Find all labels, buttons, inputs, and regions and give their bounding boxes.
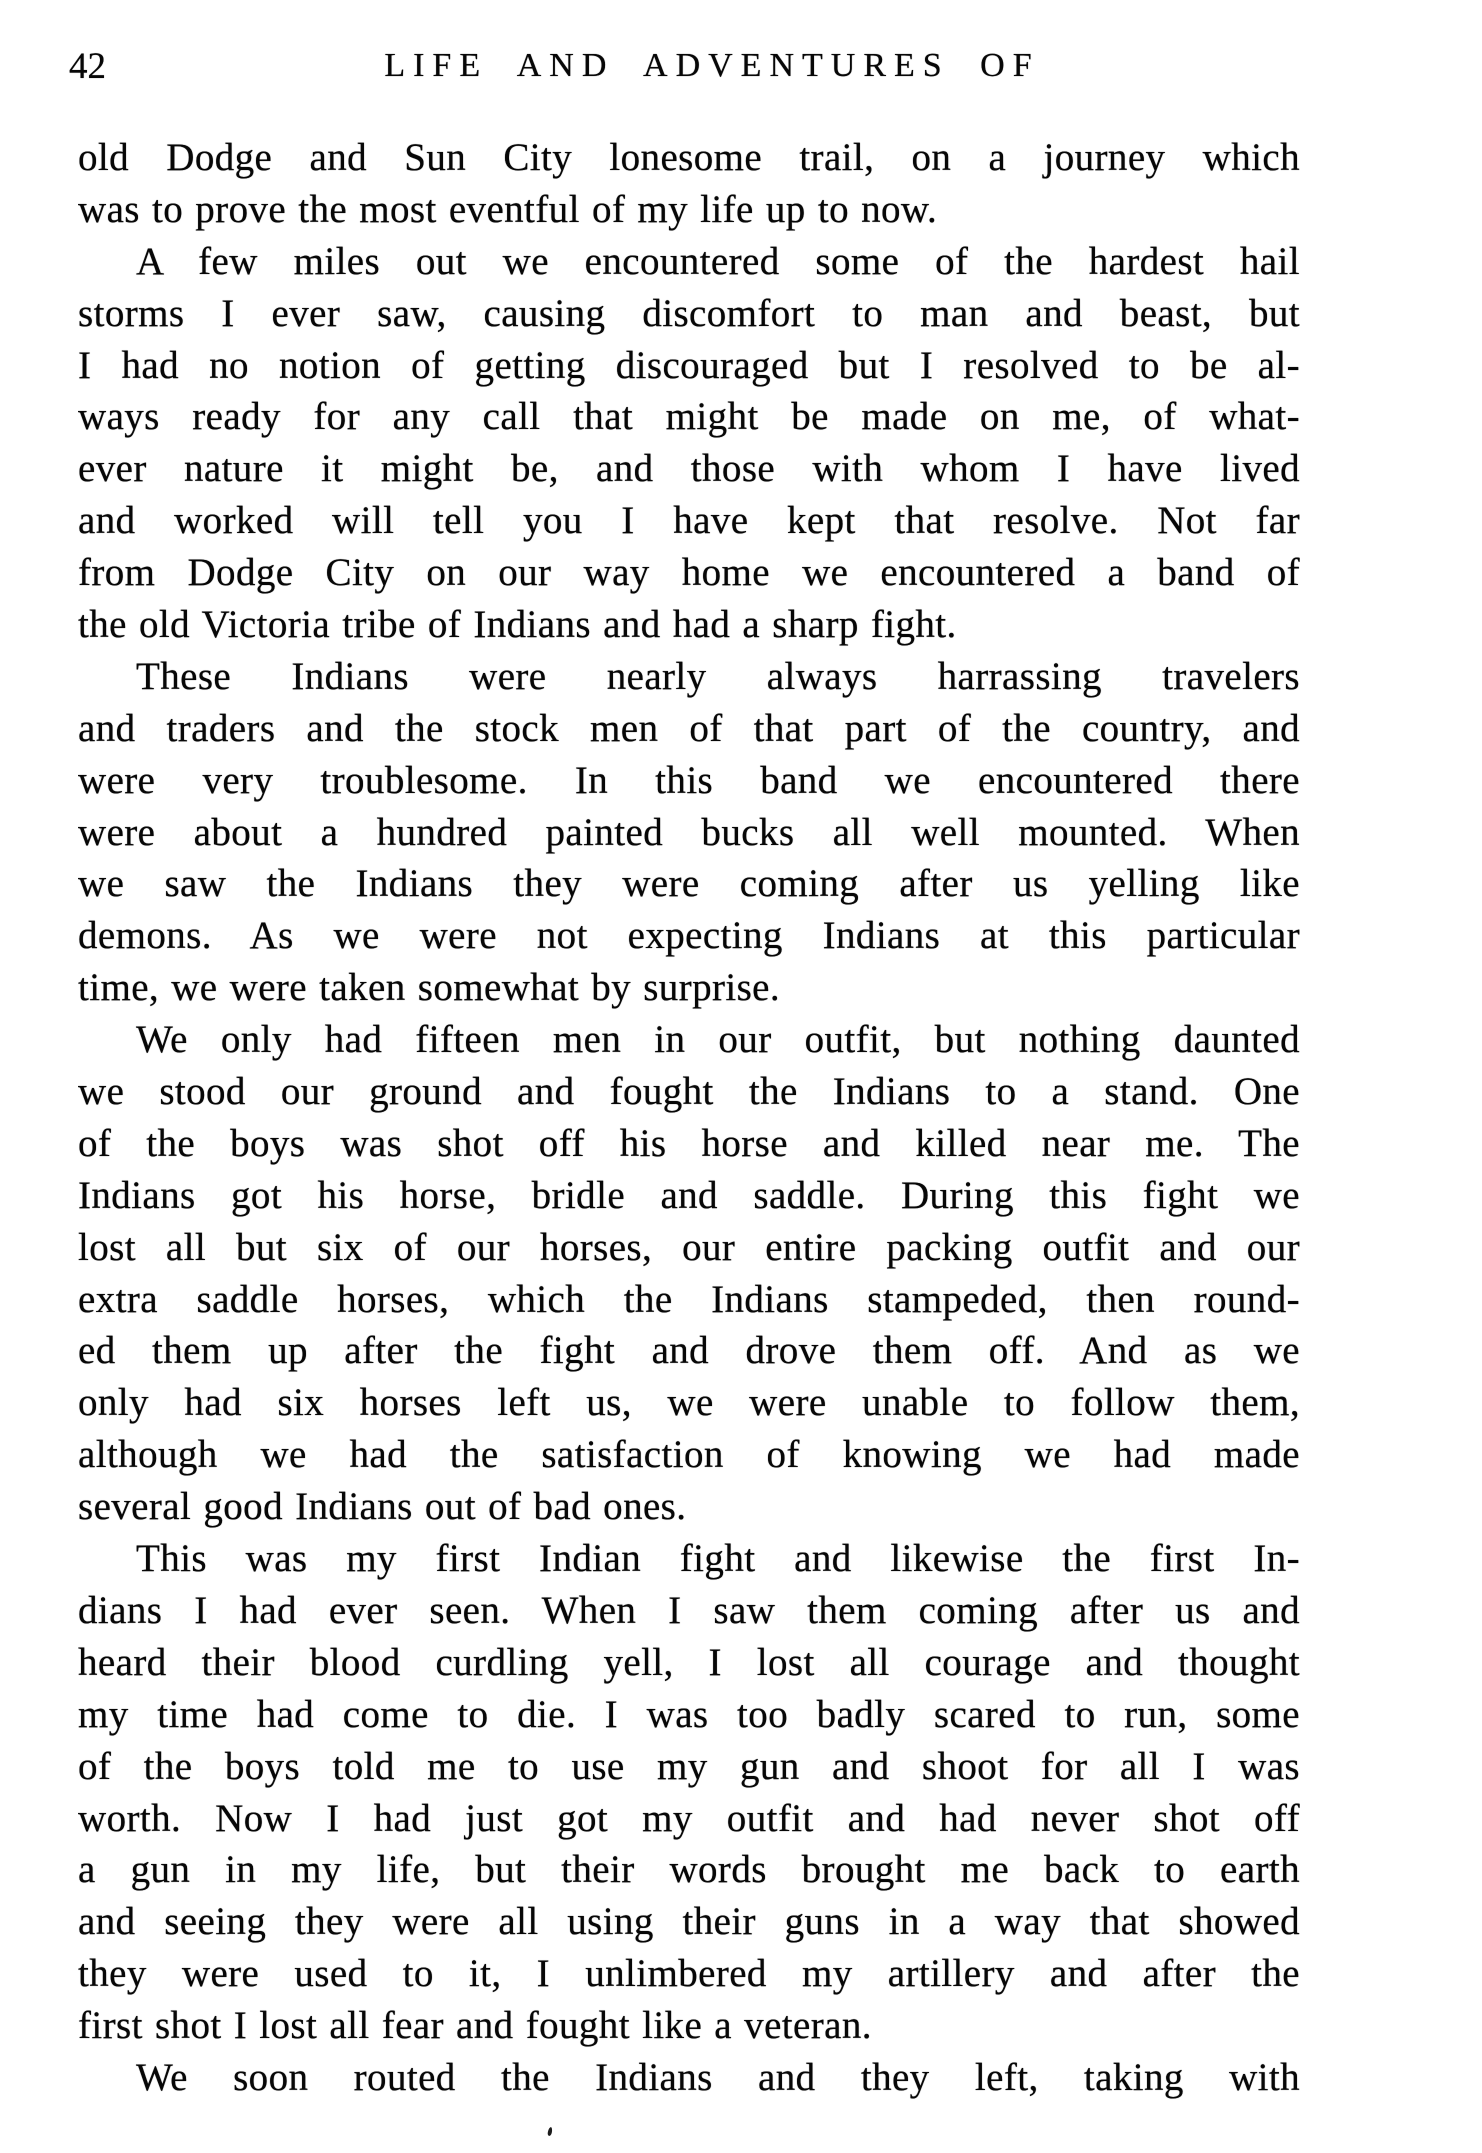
text-line: they were used to it, I unlimbered my artillery and after the bbox=[78, 1952, 1300, 1996]
text-line: We only had fifteen men in our outfit, but nothing daunted bbox=[136, 1018, 1300, 1062]
text-line: ever nature it might be, and those with whom I have lived bbox=[78, 447, 1300, 491]
page-number: 42 bbox=[69, 46, 106, 87]
text-line: ways ready for any call that might be made on me, of what- bbox=[78, 395, 1300, 439]
text-line: I had no notion of getting discouraged but I resolved to be al- bbox=[78, 343, 1300, 387]
scan-artifact-dot bbox=[547, 2127, 553, 2137]
text-line: of the boys told me to use my gun and shoot for all I was bbox=[78, 1744, 1300, 1788]
text-line: lost all but six of our horses, our entire packing outfit and our bbox=[78, 1225, 1300, 1269]
text-line: heard their blood curdling yell, I lost all courage and thought bbox=[78, 1640, 1300, 1684]
text-line: This was my first Indian fight and likewise the first In- bbox=[136, 1537, 1300, 1581]
text-line: only had six horses left us, we were unable to follow them, bbox=[78, 1381, 1300, 1425]
text-line: storms I ever saw, causing discomfort to man and beast, but bbox=[78, 291, 1300, 335]
text-line: demons. As we were not expecting Indians at this particular bbox=[78, 914, 1300, 958]
text-line: We soon routed the Indians and they left, taking with bbox=[136, 2055, 1300, 2099]
text-line: first shot I lost all fear and fought like a veteran. bbox=[78, 2004, 872, 2048]
text-line: and worked will tell you I have kept that resolve. Not far bbox=[78, 499, 1300, 543]
text-line: These Indians were nearly always harrassing travelers bbox=[136, 654, 1300, 698]
text-line: although we had the satisfaction of knowing we had made bbox=[78, 1433, 1300, 1477]
text-line: were about a hundred painted bucks all well mounted. When bbox=[78, 810, 1300, 854]
text-line: a gun in my life, but their words brought me back to earth bbox=[78, 1848, 1300, 1892]
text-line: my time had come to die. I was too badly scared to run, some bbox=[78, 1692, 1300, 1736]
text-line: time, we were taken somewhat by surprise. bbox=[78, 966, 781, 1010]
text-line: worth. Now I had just got my outfit and had never shot off bbox=[78, 1796, 1300, 1840]
text-line: Indians got his horse, bridle and saddle. During this fight we bbox=[78, 1173, 1300, 1217]
text-line: several good Indians out of bad ones. bbox=[78, 1485, 687, 1529]
text-line: was to prove the most eventful of my life up to now. bbox=[78, 187, 938, 231]
text-line: old Dodge and Sun City lonesome trail, on a journey which bbox=[78, 136, 1300, 179]
text-line: ed them up after the fight and drove them off. And as we bbox=[78, 1329, 1300, 1373]
text-line: of the boys was shot off his horse and killed near me. The bbox=[78, 1121, 1300, 1165]
text-line: and seeing they were all using their guns in a way that showed bbox=[78, 1900, 1300, 1944]
text-line: we saw the Indians they were coming after us yelling like bbox=[78, 862, 1300, 906]
text-line: were very troublesome. In this band we encountered there bbox=[78, 758, 1300, 802]
page-body bbox=[78, 132, 1300, 2104]
text-line: from Dodge City on our way home we encountered a band of bbox=[78, 551, 1300, 595]
text-line: extra saddle horses, which the Indians stampeded, then round- bbox=[78, 1277, 1300, 1321]
text-line: dians I had ever seen. When I saw them coming after us and bbox=[78, 1588, 1300, 1632]
text-line: A few miles out we encountered some of the hardest hail bbox=[136, 239, 1300, 283]
text-line: we stood our ground and fought the Indians to a stand. One bbox=[78, 1070, 1300, 1114]
text-line: the old Victoria tribe of Indians and had a sharp fight. bbox=[78, 603, 957, 647]
text-line: and traders and the stock men of that part of the country, and bbox=[78, 706, 1300, 750]
running-title: LIFE AND ADVENTURES OF bbox=[384, 47, 1040, 84]
